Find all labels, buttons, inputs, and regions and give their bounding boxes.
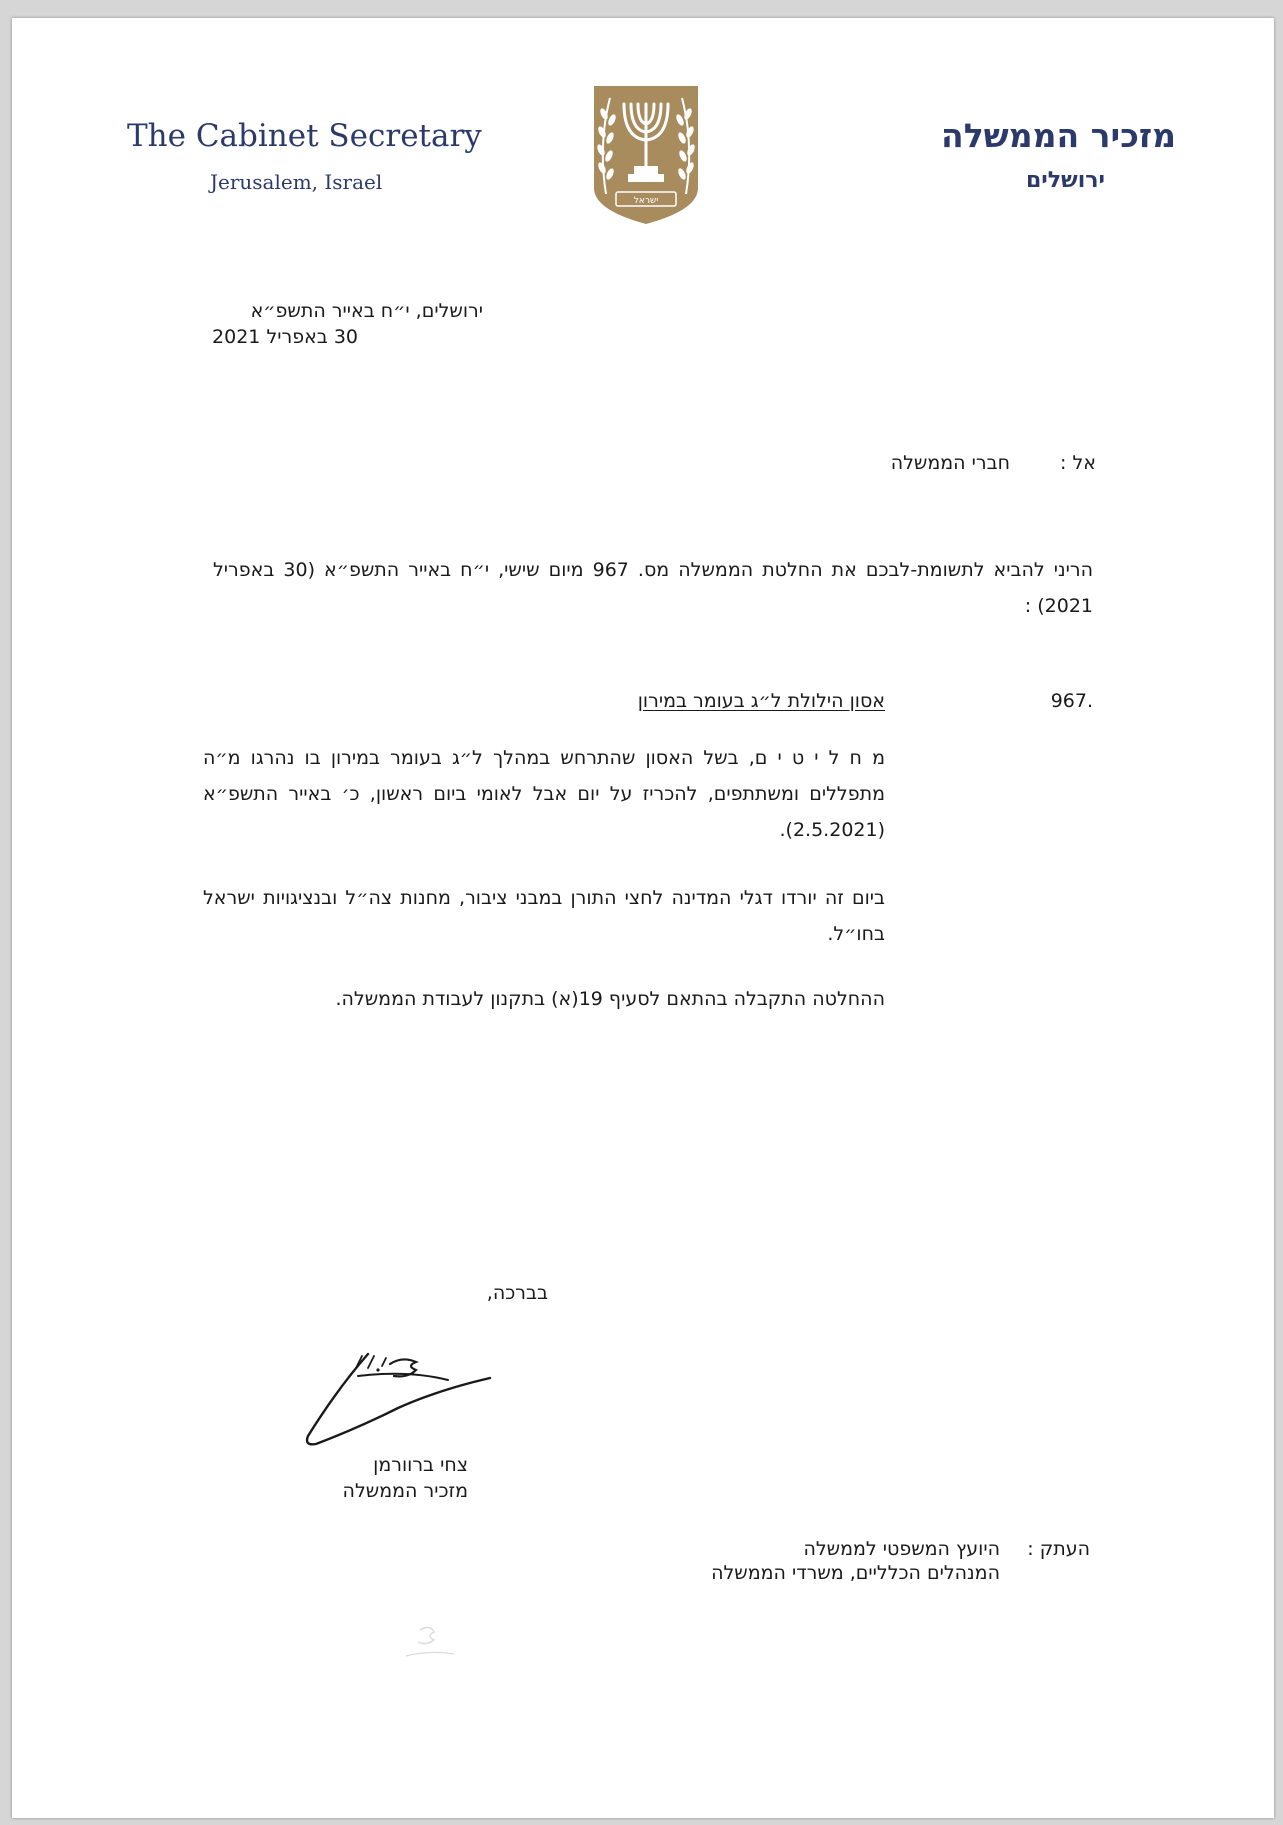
faint-stamp-icon <box>400 1620 460 1665</box>
signatory-name: צחי ברוורמן <box>373 1454 468 1476</box>
signatory-role: מזכיר הממשלה <box>342 1480 468 1502</box>
decision-number: .967 <box>1050 690 1093 712</box>
date-gregorian: 30 באפריל 2021 <box>212 326 358 348</box>
letterhead-english-subtitle: Jerusalem, Israel <box>210 170 383 194</box>
decision-paragraph-2: ביום זה יורדו דגלי המדינה לחצי התורן במבני ציבור, מחנות צה״ל ובנציגויות ישראל בחו״ל. <box>203 887 885 945</box>
to-label: אל : <box>1060 452 1096 474</box>
cc-recipient-2: המנהלים הכלליים, משרדי הממשלה <box>711 1562 1000 1584</box>
handwritten-signature-icon <box>298 1348 498 1458</box>
menorah-emblem-icon <box>590 84 702 226</box>
decision-paragraph-1: מ ח ל י ט י ם, בשל האסון שהתרחש במהלך ל״ג בעומר במירון בו נהרגו מ״ה מתפללים ומשתתפים, להכריז על יום אבל לאומי ביום ראשון, כ׳ באייר התשפ״א (2.5.2021). <box>203 747 885 841</box>
to-recipients: חברי הממשלה <box>890 452 1010 474</box>
letterhead-english-title: The Cabinet Secretary <box>127 118 482 154</box>
cc-label: העתק : <box>1027 1538 1090 1560</box>
intro-paragraph: הריני להביא לתשומת-לבכם את החלטת הממשלה מס. 967 מיום שישי, י״ח באייר התשפ״א (30 באפריל 2021) : <box>213 559 1093 617</box>
cc-recipient-1: היועץ המשפטי לממשלה <box>803 1538 1000 1560</box>
date-hebrew: ירושלים, י״ח באייר התשפ״א <box>250 300 483 322</box>
decision-title: אסון הילולת ל״ג בעומר במירון <box>637 690 885 712</box>
letterhead-hebrew-subtitle: ירושלים <box>1025 168 1105 193</box>
closing-greeting: בברכה, <box>486 1282 548 1304</box>
decision-paragraph-3: ההחלטה התקבלה בהתאם לסעיף 19(א) בתקנון לעבודת הממשלה. <box>335 988 885 1010</box>
letterhead-hebrew-title: מזכיר הממשלה <box>941 116 1176 155</box>
emblem-text: ישראל <box>633 196 659 206</box>
